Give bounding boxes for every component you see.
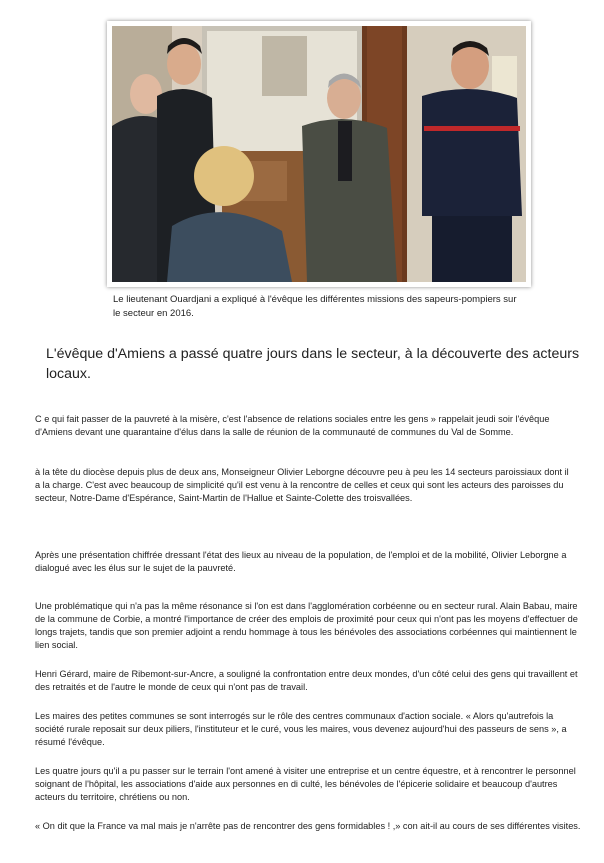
article-paragraph: Une problématique qui n'a pas la même résonance si l'on est dans l'agglomération corbéenne ou en secteur rural. Alain Babau, maire de la commune de Corbie, a montré l'importance de créer des emplois de proximité pour ceux qui n'ont pas les moyens d'effectuer de longs trajets, tandis que son premier adjoint a rendu hommage à tous les bénévoles des associations corbéennes qui maintiennent le lien social. — [35, 601, 578, 650]
article-paragraph: à la tête du diocèse depuis plus de deux ans, Monseigneur Olivier Leborgne découvre peu à peu les 14 secteurs paroissiaux dont il a la charge. C'est avec beaucoup de simplicité qu'il est venu à la rencontre de celles et ceux qui sont les acteurs des paroisses du secteur, Notre-Dame d'Espérance, Saint-Martin de l'Hallue et Sainte-Colette des troisvallées. — [35, 467, 569, 503]
photo-caption: Le lieutenant Ouardjani a expliqué à l'évêque les différentes missions des sapeurs-pompiers sur le secteur en 2016. — [113, 294, 517, 319]
photo-illustration — [112, 26, 526, 282]
article-paragraph: C e qui fait passer de la pauvreté à la misère, c'est l'absence de relations sociales entre les gens » rappelait jeudi soir l'évêque d'Amiens devant une quarantaine d'élus dans la salle de réunion de la communauté de communes du Val de Somme. — [35, 414, 550, 437]
article-paragraph: Les maires des petites communes se sont interrogés sur le rôle des centres communaux d'action sociale. « Alors qu'autrefois la société rurale reposait sur deux piliers, l'instituteur et le curé, vous les maires, vous devenez aujourd'hui des passeurs de sens », a résumé l'évêque. — [35, 711, 567, 747]
article-paragraph: Les quatre jours qu'il a pu passer sur le terrain l'ont amené à visiter une entreprise et un centre équestre, et à rencontrer le personnel soignant de l'hôpital, les associations d'aide aux personnes en di culté, les bénévoles de l'épicerie solidaire et beaucoup d'autres acteurs du territoire, chrétiens ou non. — [35, 766, 576, 802]
article-paragraph: « On dit que la France va mal mais je n'arrête pas de rencontrer des gens formidables ! ,» con ait-il au cours de ses différentes visites. — [35, 821, 581, 831]
article-lead: L'évêque d'Amiens a passé quatre jours dans le secteur, à la découverte des acteurs locaux. — [46, 346, 580, 382]
article-paragraph: Après une présentation chiffrée dressant l'état des lieux au niveau de la population, de l'emploi et de la mobilité, Olivier Leborgne a dialogué avec les élus sur le sujet de la pauvreté. — [35, 550, 567, 573]
article-paragraph: Henri Gérard, maire de Ribemont-sur-Ancre, a souligné la confrontation entre deux mondes, d'un côté celui des gens qui travaillent et des retraités et de l'autre le monde de ceux qui n'ont pas de travail. — [35, 669, 578, 692]
article-photo — [107, 21, 531, 287]
